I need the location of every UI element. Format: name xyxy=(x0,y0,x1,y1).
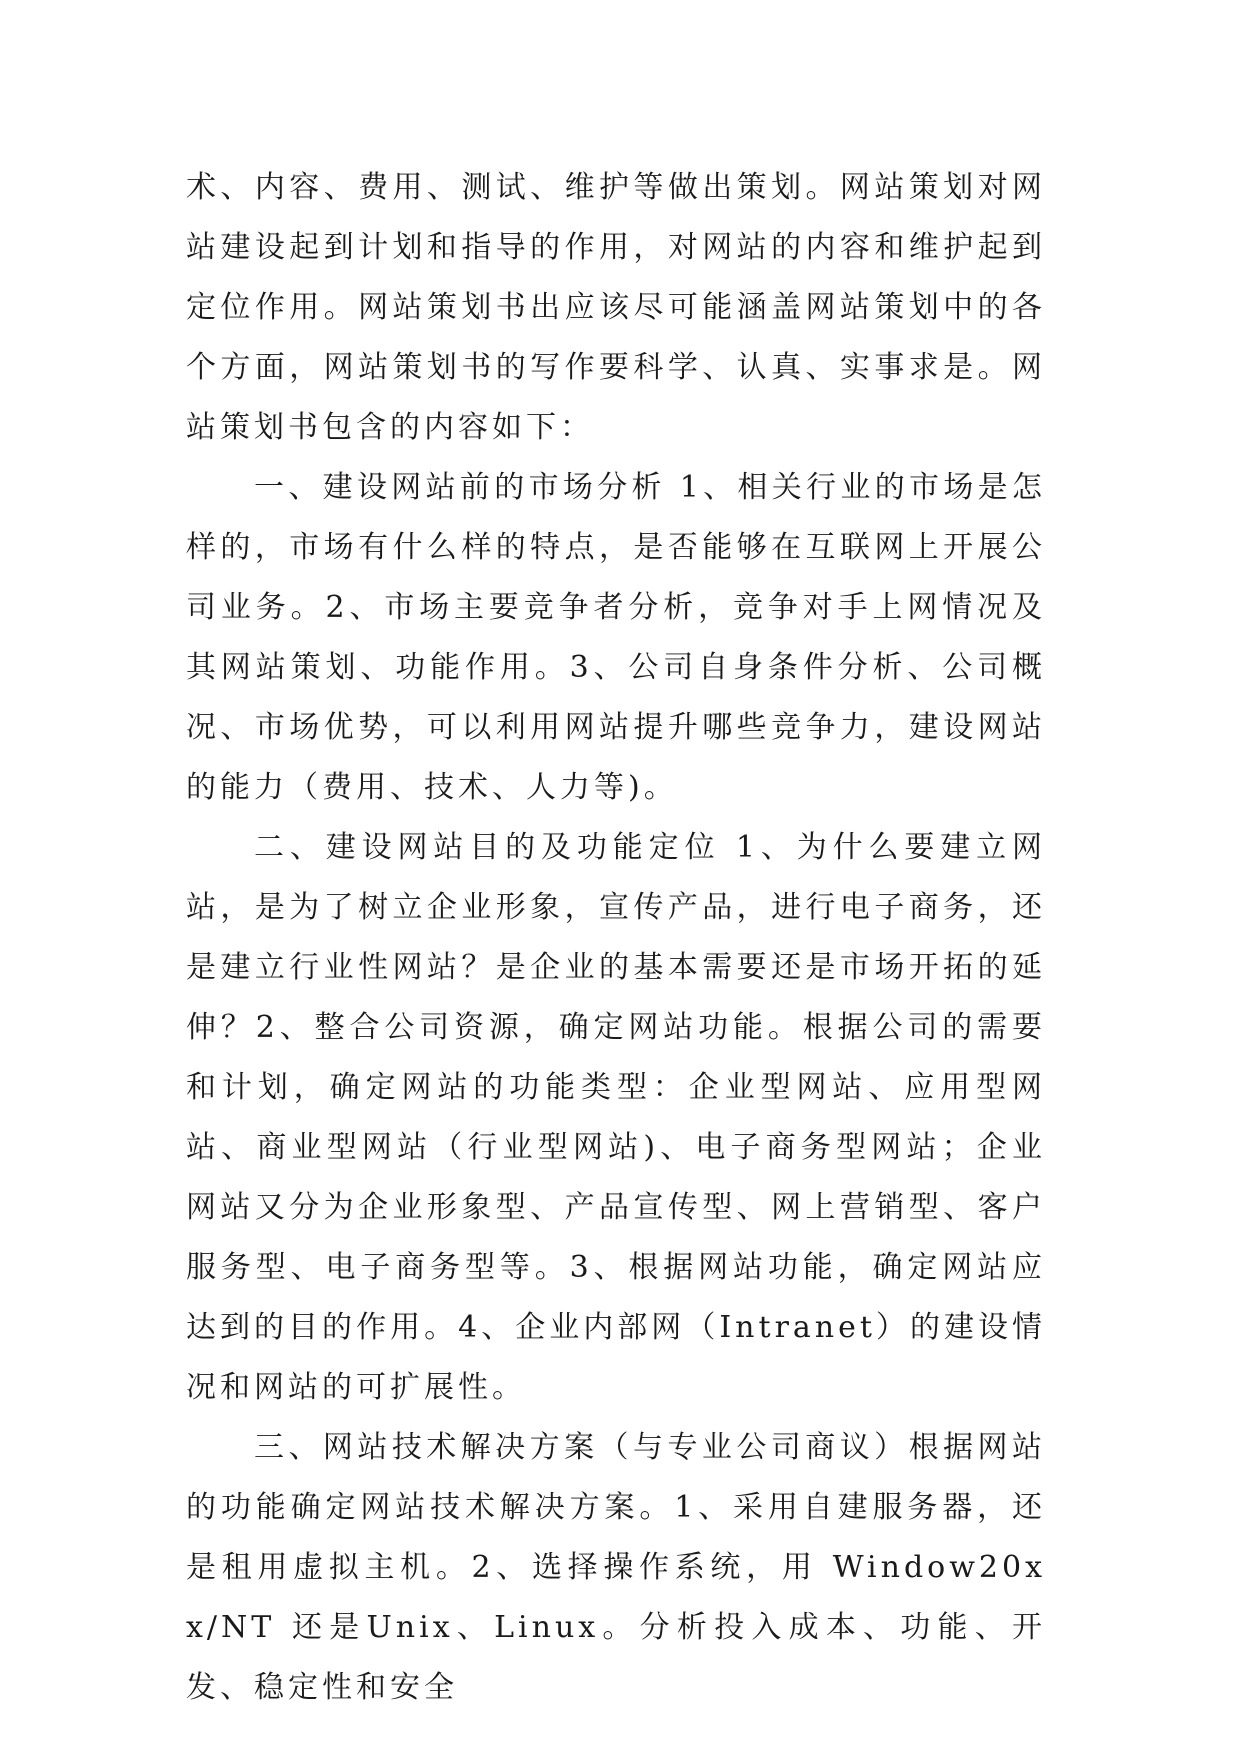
document-body xyxy=(186,158,1046,1718)
paragraph-market-analysis: 一、建设网站前的市场分析 1、相关行业的市场是怎样的，市场有什么样的特点，是否能够在互联网上开展公司业务。2、市场主要竞争者分析，竞争对手上网情况及其网站策划、功能作用。3、公司自身条件分析、公司概况、市场优势，可以利用网站提升哪些竞争力，建设网站的能力（费用、技术、人力等)。 xyxy=(186,470,1046,805)
paragraph-purpose-positioning: 二、建设网站目的及功能定位 1、为什么要建立网站，是为了树立企业形象，宣传产品，进行电子商务，还是建立行业性网站？是企业的基本需要还是市场开拓的延伸？2、整合公司资源，确定网站功能。根据公司的需要和计划，确定网站的功能类型：企业型网站、应用型网站、商业型网站（行业型网站)、电子商务型网站；企业网站又分为企业形象型、产品宣传型、网上营销型、客户服务型、电子商务型等。3、根据网站功能，确定网站应达到的目的作用。4、企业内部网（Intranet）的建设情况和网站的可扩展性。 xyxy=(186,830,1046,1405)
paragraph-technical-solution: 三、网站技术解决方案（与专业公司商议）根据网站的功能确定网站技术解决方案。1、采用自建服务器，还是租用虚拟主机。2、选择操作系统，用 Window20xx/NT 还是Unix、Linux。分析投入成本、功能、开发、稳定性和安全 xyxy=(186,1430,1046,1705)
paragraph-intro: 术、内容、费用、测试、维护等做出策划。网站策划对网站建设起到计划和指导的作用，对网站的内容和维护起到定位作用。网站策划书出应该尽可能涵盖网站策划中的各个方面，网站策划书的写作要科学、认真、实事求是。网站策划书包含的内容如下： xyxy=(186,170,1046,445)
